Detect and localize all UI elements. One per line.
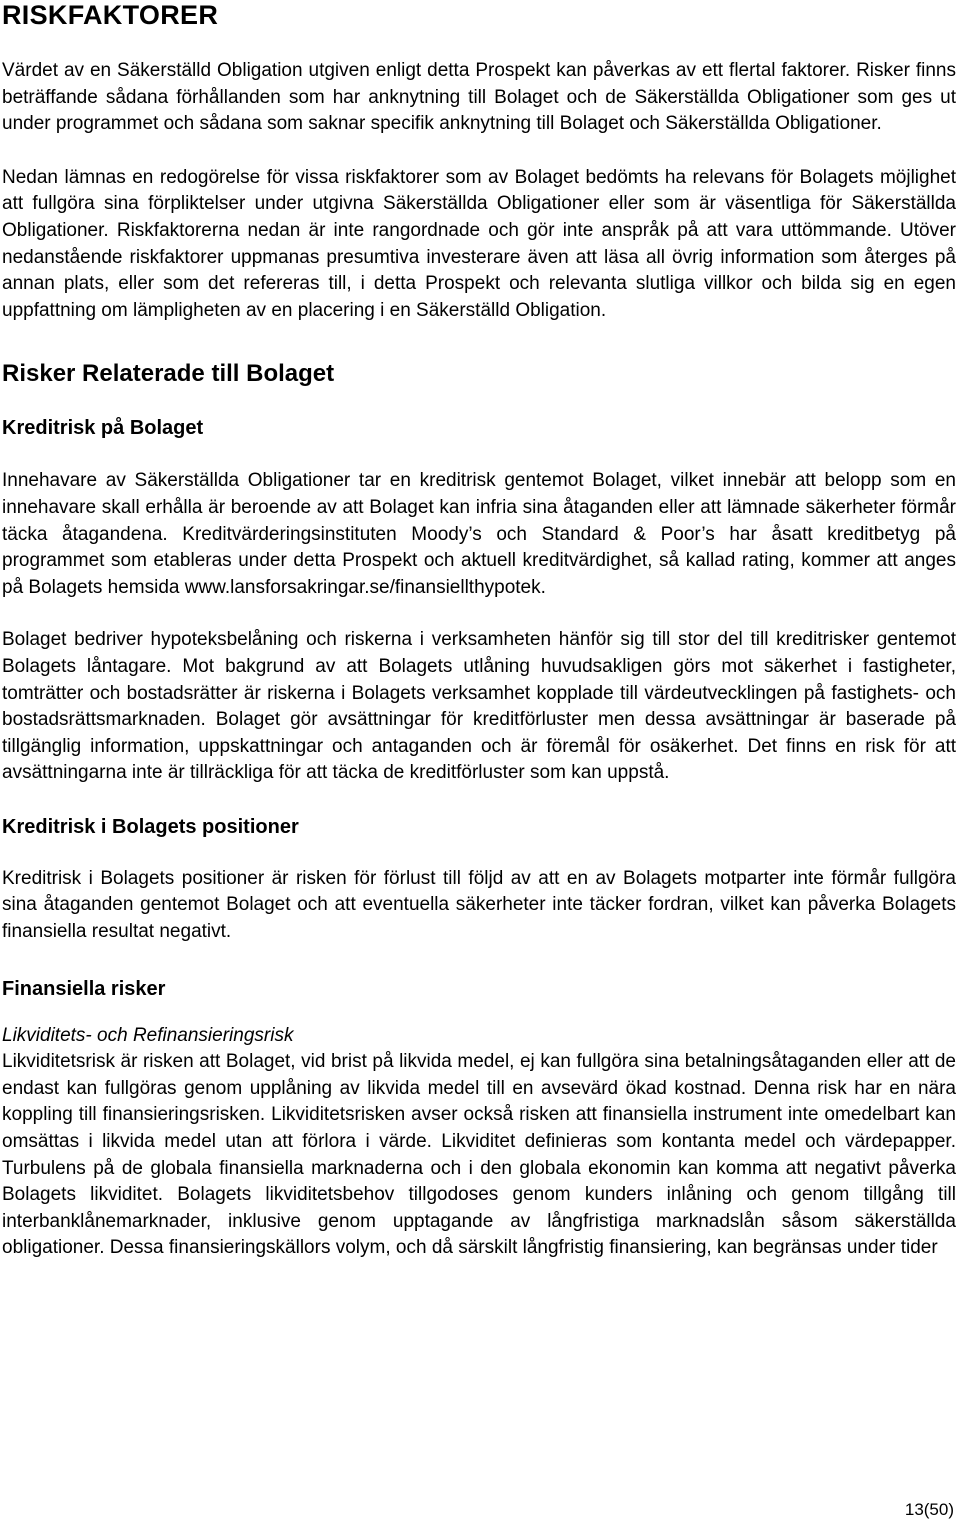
section-heading-risker-bolaget: Risker Relaterade till Bolaget — [2, 360, 335, 388]
positioner-paragraph: Kreditrisk i Bolagets positioner är risken för förlust till följd av att en av Bolagets motparter inte förmår fullgöra sina åtaganden gentemot Bolaget och att eventuella säkerheter inte täcker fordran, vilket kan påverka Bolagets finansiella resultat negativt. — [2, 867, 956, 943]
kreditrisk-paragraph-2: Bolaget bedriver hypoteksbelåning och riskerna i verksamheten hänför sig till stor del till kreditrisker gentemot Bolagets låntagare. Mot bakgrund av att Bolagets utlåning huvudsakligen görs mot säkerhet i fastigheter, tomträtter och bostadsrätter är riskerna i Bolagets verksamhet kopplade till värdeutvecklingen på fastighets- och bostadsrättsmarknaden. Bolaget gör avsättningar för kreditförluster men dessa avsättningar är baserade på tillgänglig information, uppskattningar och antaganden och är föremål för osäkerhet. Det finns en risk för att avsättningarna inte är tillräckliga för att täcka de kreditförluster som kan uppstå. — [2, 629, 956, 784]
subheading-kreditrisk-bolaget: Kreditrisk på Bolaget — [2, 417, 204, 440]
italic-subheading-likviditetsrisk: Likviditets- och Refinansieringsrisk — [2, 1024, 294, 1046]
subheading-finansiella-risker: Finansiella risker — [2, 977, 166, 1000]
page-title: RISKFAKTORER — [2, 0, 219, 30]
intro-paragraph-1: Värdet av en Säkerställd Obligation utgiven enligt detta Prospekt kan påverkas av ett flertal faktorer. Risker finns beträffande sådana förhållanden som har anknytning till Bolaget och de Säkerställda Obligationer som ges ut under programmet och sådana som saknar specifik anknytning till Bolaget och Säkerställda Obligationer. — [2, 60, 956, 135]
likviditetsrisk-paragraph: Likviditetsrisk är risken att Bolaget, vid brist på likvida medel, ej kan fullgöra sina betalningsåtaganden eller att de endast kan fullgöras genom upplåning av likvida medel till en avsevärd ökad kostnad. Denna risk har en nära koppling till finansieringsrisken. Likviditetsrisken avser också risken att finansiella instrument inte omedelbart kan omsättas i likvida medel utan att förlora i värde. Likviditet definieras som kontanta medel och värdepapper. Turbulens på de globala finansiella marknaderna och i den globala ekonomin kan komma att negativt påverka Bolagets likviditet. Bolagets likviditetsbehov tillgodoses genom kunders inlåning och genom tillgång till interbanklånemarknader, inklusive genom upptagande av långfristiga marknadslån såsom säkerställda obligationer. Dessa finansieringskällors volym, och då särskilt långfristig finansiering, kan begränsas under tider — [2, 1051, 956, 1259]
page-number: 13(50) — [904, 1500, 954, 1519]
subheading-kreditrisk-positioner: Kreditrisk i Bolagets positioner — [2, 815, 299, 838]
intro-paragraph-2: Nedan lämnas en redogörelse för vissa riskfaktorer som av Bolaget bedömts ha relevans för Bolagets möjlighet att fullgöra sina förpliktelser under utgivna Säkerställda Obligationer eller som är väsentliga för Säkerställda Obligationer. Riskfaktorerna nedan är inte rangordnade och gör inte anspråk på att vara uttömmande. Utöver nedanstående riskfaktorer uppmanas presumtiva investerare även att läsa all övrig information som återges på annan plats, eller som det refereras till, i detta Prospekt och relevanta slutliga villkor och bilda sig en egen uppfattning om lämpligheten av en placering i en Säkerställd Obligation. — [2, 166, 956, 321]
kreditrisk-paragraph-1: Innehavare av Säkerställda Obligationer tar en kreditrisk gentemot Bolaget, vilket innebär att belopp som en innehavare skall erhålla är beroende av att Bolaget kan infria sina åtaganden eller att lämnade säkerheter förmår täcka åtagandena. Kreditvärderingsinstituten Moody’s och Standard & Poor’s har åsatt kreditbetyg på programmet som etableras under detta Prospekt och aktuell kreditvärdighet, så kallad rating, kommer att anges på Bolagets hemsida www.lansforsakringar.se/finansiellthypotek. — [2, 470, 956, 598]
